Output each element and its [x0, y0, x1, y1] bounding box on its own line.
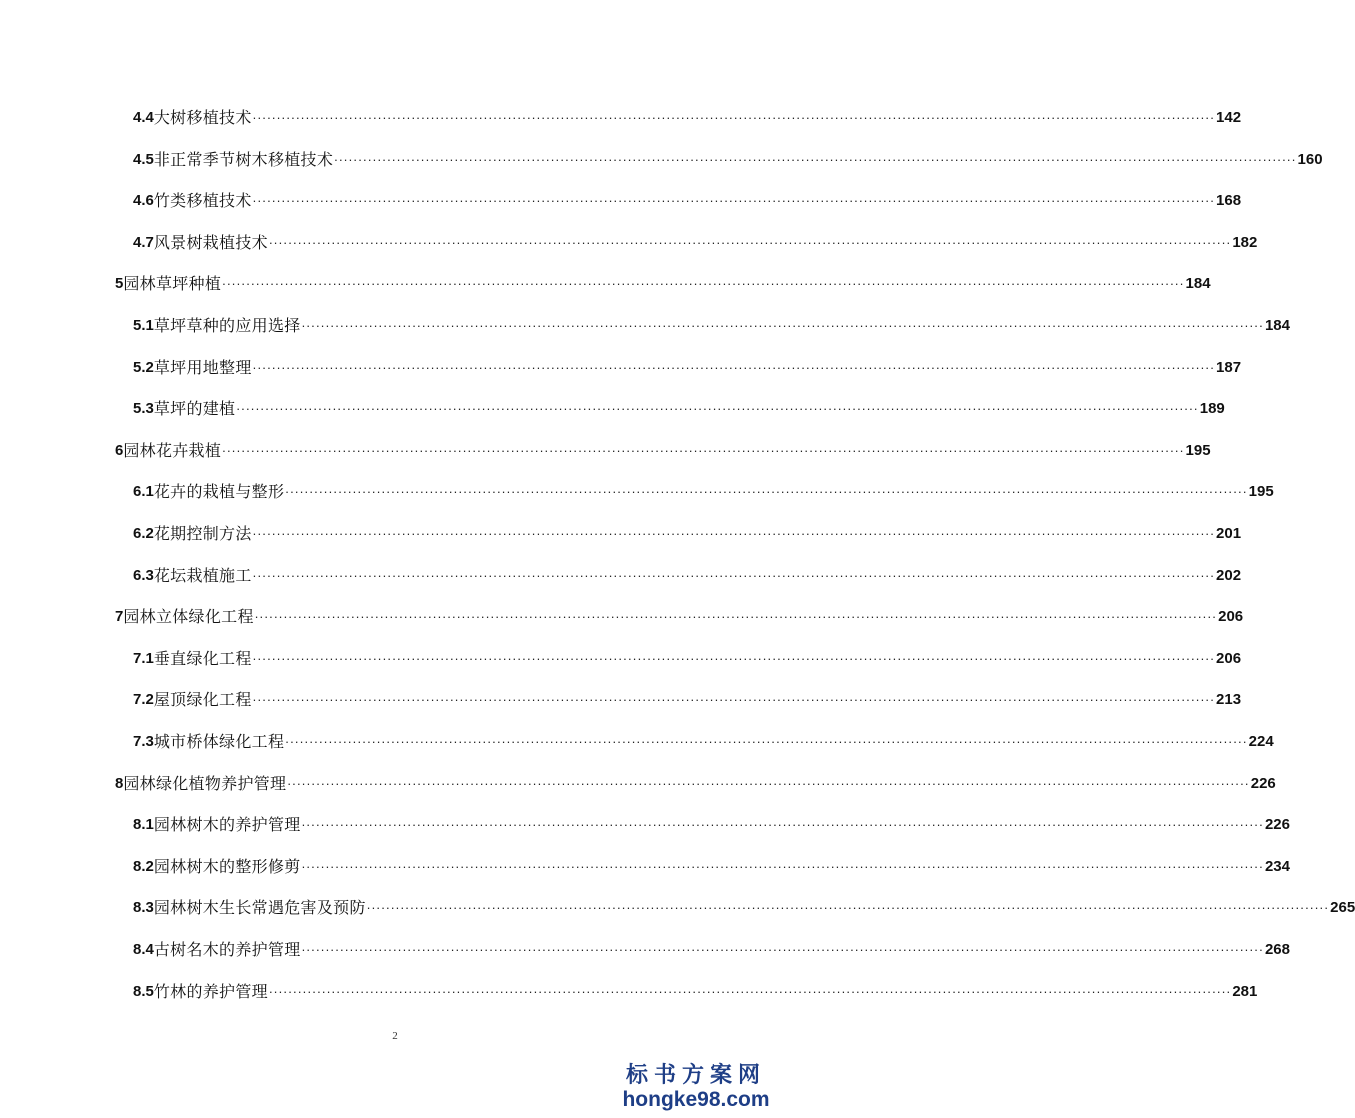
toc-entry[interactable]: [133, 558, 1242, 586]
toc-entry-title: 大树移植技术: [153, 108, 252, 127]
toc-entry[interactable]: [115, 433, 1211, 461]
toc-entry[interactable]: [133, 932, 1290, 960]
dot-leader: ........................................................................................................................................................................................................: [222, 439, 1185, 455]
toc-entry[interactable]: [133, 391, 1225, 419]
dot-leader: ........................................................................................................................................................................................................: [252, 689, 1216, 705]
toc-entry-title: 园林树木的养护管理: [153, 815, 301, 835]
toc-entry-page: 201: [1216, 525, 1242, 542]
toc-entry-page: 187: [1216, 358, 1242, 376]
toc-entry-page: 160: [1297, 150, 1323, 168]
toc-entry[interactable]: [133, 100, 1242, 128]
toc-entry[interactable]: [133, 974, 1258, 1002]
toc-entry[interactable]: [133, 350, 1242, 378]
dot-leader: ........................................................................................................................................................................................................: [222, 273, 1185, 289]
toc-entry-title: 古树名木的养护管理: [153, 940, 301, 959]
toc-entry-number: 6.1: [133, 483, 154, 501]
toc-entry[interactable]: [133, 516, 1242, 544]
toc-entry-page: 206: [1218, 608, 1244, 626]
toc-entry-number: 6: [115, 441, 124, 459]
toc-entry-page: 226: [1250, 774, 1276, 792]
toc-entry-title: 花期控制方法: [153, 524, 252, 543]
toc-entry-page: 265: [1330, 899, 1355, 917]
toc-entry-title: 园林立体绿化工程: [123, 607, 254, 627]
toc-entry-title: 花坛栽植施工: [153, 565, 252, 585]
toc-entry-page: 226: [1264, 816, 1290, 834]
toc-entry-number: 7.1: [133, 649, 154, 667]
toc-entry-title: 草坪的建植: [153, 399, 236, 419]
toc-entry-title: 屋顶绿化工程: [153, 690, 252, 710]
toc-entry-page: 195: [1185, 441, 1211, 459]
toc-entry-page: 142: [1216, 109, 1242, 126]
toc-entry[interactable]: [133, 225, 1258, 253]
dot-leader: ........................................................................................................................................................................................................: [301, 814, 1264, 830]
toc-entry-title: 园林树木生长常遇危害及预防: [153, 898, 366, 918]
toc-entry-number: 8.1: [133, 816, 154, 834]
toc-entry-number: 4.4: [133, 109, 154, 126]
dot-leader: ........................................................................................................................................................................................................: [252, 107, 1216, 122]
watermark: [616, 1062, 776, 1112]
toc-entry[interactable]: [133, 807, 1290, 835]
toc-entry-page: 206: [1216, 649, 1242, 667]
toc-entry-title: 非正常季节树木移植技术: [153, 149, 334, 169]
toc-entry[interactable]: [133, 142, 1323, 170]
toc-entry-title: 园林花卉栽植: [123, 440, 222, 460]
toc-entry-number: 5: [115, 275, 124, 293]
toc-entry[interactable]: [115, 599, 1244, 627]
toc-entry[interactable]: [133, 724, 1274, 752]
toc-entry[interactable]: [133, 183, 1242, 211]
dot-leader: ........................................................................................................................................................................................................: [252, 356, 1216, 372]
dot-leader: ........................................................................................................................................................................................................: [254, 606, 1218, 622]
toc-entry-number: 5.2: [133, 358, 154, 376]
dot-leader: ........................................................................................................................................................................................................: [285, 481, 1248, 497]
toc-entry[interactable]: [133, 849, 1290, 877]
toc-entry-title: 城市桥体绿化工程: [153, 732, 285, 751]
toc-entry-number: 8.2: [133, 857, 154, 875]
toc-entry-page: 281: [1232, 982, 1258, 1000]
toc-entry-title: 园林草坪种植: [123, 274, 222, 294]
toc-entry-page: 168: [1216, 192, 1242, 210]
toc-entry-title: 园林树木的整形修剪: [153, 856, 301, 876]
toc-entry-number: 6.3: [133, 566, 154, 584]
toc-entry[interactable]: [115, 766, 1276, 794]
toc-entry-page: 202: [1216, 566, 1242, 584]
toc-entry-title: 垂直绿化工程: [153, 648, 252, 668]
watermark-url: hongke98.com: [622, 1088, 770, 1111]
toc-entry-number: 4.7: [133, 233, 154, 251]
toc-entry[interactable]: [133, 682, 1242, 710]
toc-entry-title: 草坪用地整理: [153, 357, 252, 377]
dot-leader: ........................................................................................................................................................................................................: [285, 731, 1248, 746]
toc-entry-page: 224: [1248, 733, 1274, 750]
dot-leader: ........................................................................................................................................................................................................: [301, 939, 1264, 954]
toc-entry[interactable]: [133, 890, 1355, 918]
toc-entry-title: 草坪草种的应用选择: [153, 316, 301, 335]
toc-entry[interactable]: [133, 474, 1274, 502]
dot-leader: ........................................................................................................................................................................................................: [366, 897, 1330, 913]
toc-entry-title: 园林绿化植物养护管理: [123, 773, 287, 793]
dot-leader: ........................................................................................................................................................................................................: [301, 315, 1264, 330]
toc-entry-page: 195: [1248, 483, 1274, 501]
toc-entry-number: 8.3: [133, 899, 154, 917]
toc-entry-page: 234: [1264, 857, 1290, 875]
watermark-cn: 标书方案网: [625, 1062, 766, 1088]
toc-entry[interactable]: [115, 266, 1211, 294]
dot-leader: ........................................................................................................................................................................................................: [268, 980, 1232, 996]
toc-entry-title: 竹类移植技术: [153, 191, 252, 211]
dot-leader: ........................................................................................................................................................................................................: [301, 855, 1264, 871]
toc-entry[interactable]: [133, 641, 1242, 669]
toc-entry-number: 8.5: [133, 982, 154, 1000]
toc-entry-title: 竹林的养护管理: [153, 981, 268, 1001]
dot-leader: ........................................................................................................................................................................................................: [236, 398, 1199, 414]
toc-entry-title: 花卉的栽植与整形: [153, 482, 285, 502]
dot-leader: ........................................................................................................................................................................................................: [334, 148, 1297, 164]
toc-entry-page: 268: [1264, 941, 1290, 958]
dot-leader: ........................................................................................................................................................................................................: [252, 647, 1216, 663]
toc-entry-number: 8: [115, 774, 124, 792]
toc-entry-number: 8.4: [133, 941, 154, 958]
toc-entry-page: 189: [1199, 400, 1225, 418]
toc-entry-page: 213: [1216, 691, 1242, 709]
toc-entry-number: 4.6: [133, 192, 154, 210]
dot-leader: ........................................................................................................................................................................................................: [252, 564, 1216, 580]
dot-leader: ........................................................................................................................................................................................................: [252, 190, 1216, 206]
dot-leader: ........................................................................................................................................................................................................: [268, 231, 1232, 247]
toc-entry-number: 4.5: [133, 150, 154, 168]
toc-entry-number: 7.3: [133, 733, 154, 750]
dot-leader: ........................................................................................................................................................................................................: [252, 523, 1216, 538]
toc-entry-number: 5.3: [133, 400, 154, 418]
page-number: 2: [392, 1030, 398, 1042]
toc-entry-number: 5.1: [133, 317, 154, 334]
toc-entry-number: 6.2: [133, 525, 154, 542]
toc-entry-page: 182: [1232, 233, 1258, 251]
toc-entry-number: 7.2: [133, 691, 154, 709]
toc-entry-page: 184: [1264, 317, 1290, 334]
toc-entry-number: 7: [115, 608, 124, 626]
dot-leader: ........................................................................................................................................................................................................: [287, 772, 1250, 788]
toc-entry[interactable]: [133, 308, 1290, 336]
toc-entry-title: 风景树栽植技术: [153, 232, 268, 252]
toc-entry-page: 184: [1185, 275, 1211, 293]
